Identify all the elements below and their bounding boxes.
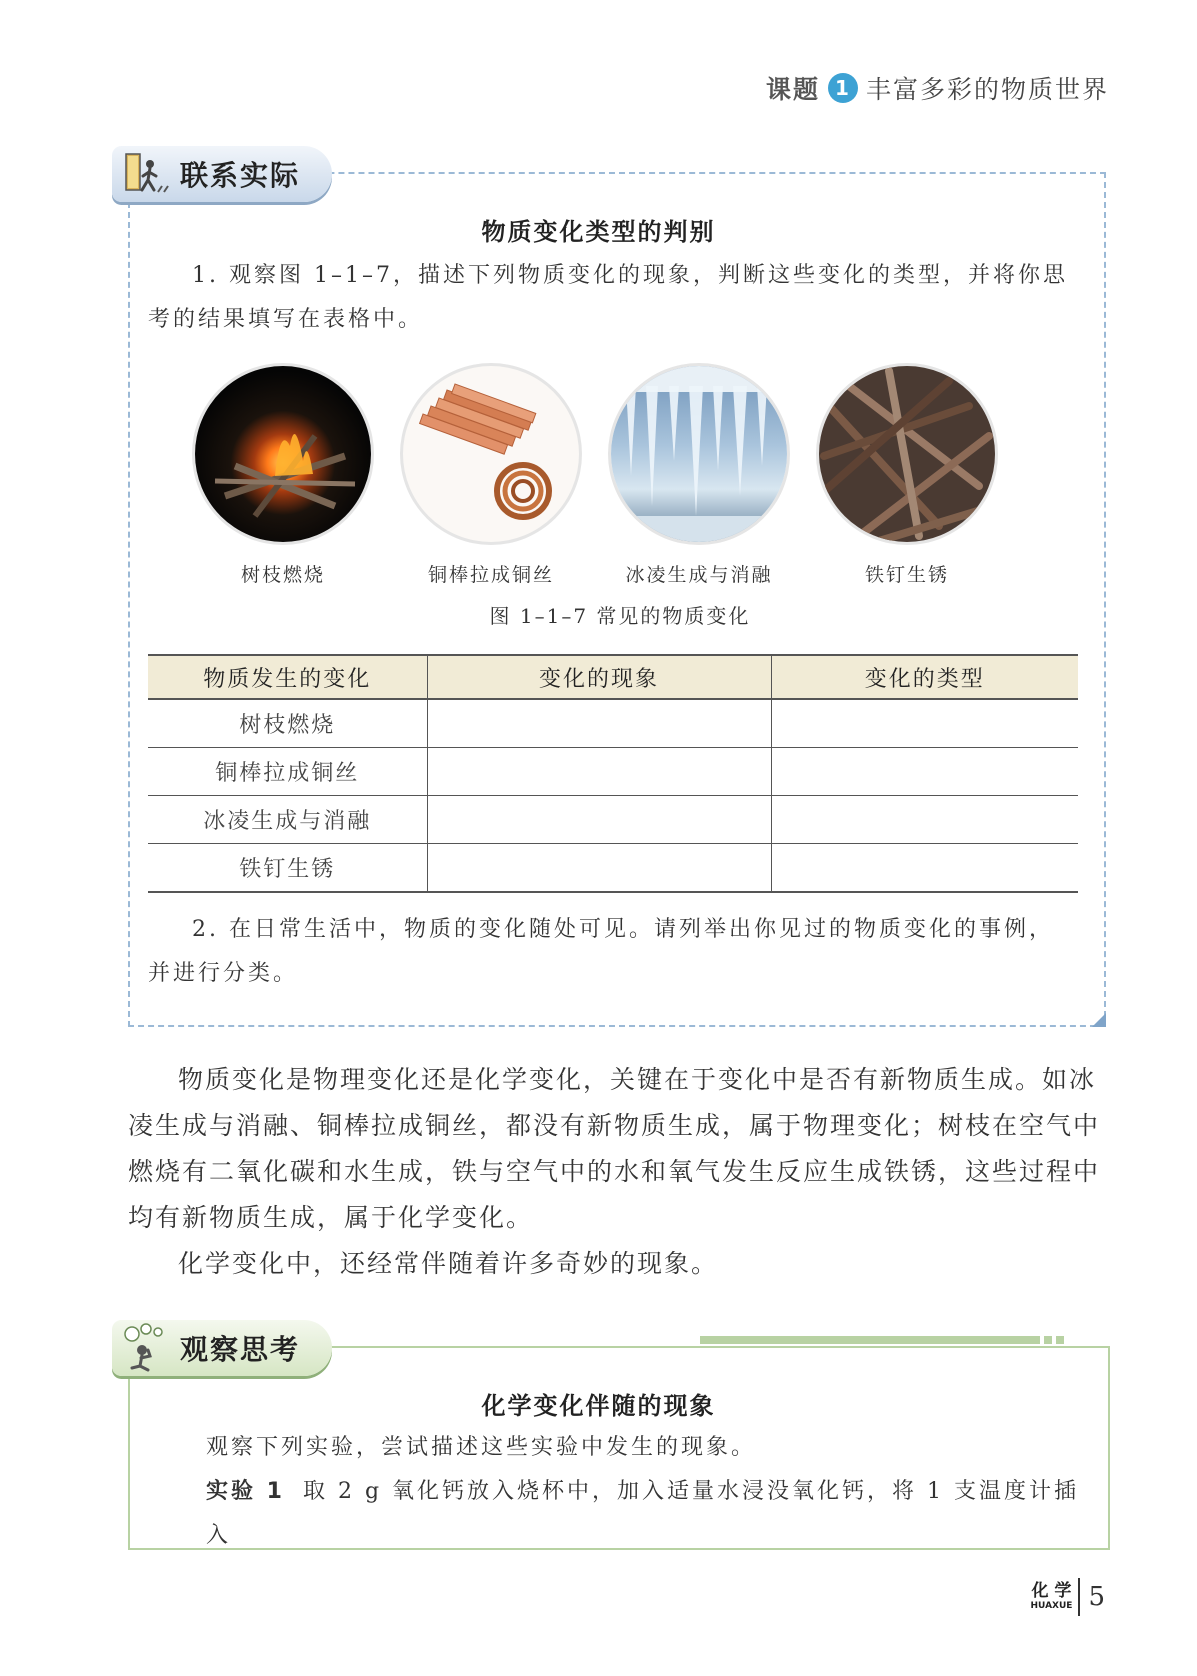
table-row bbox=[148, 748, 1078, 796]
practice-tag bbox=[112, 146, 332, 202]
practice-title: 物质变化类型的判别 bbox=[481, 218, 716, 246]
table-cell-blank[interactable] bbox=[771, 844, 1078, 893]
icicles-image bbox=[611, 366, 787, 542]
burning-branches-image bbox=[195, 366, 371, 542]
lesson-number-badge: 1 bbox=[828, 73, 858, 103]
photo-label: 冰凌生成与消融 bbox=[625, 564, 773, 586]
photo-row bbox=[195, 366, 1045, 628]
experiment-1 bbox=[206, 1470, 1096, 1558]
observe-box-bar-dot bbox=[1056, 1336, 1064, 1344]
experiment-text: 取 2 g 氧化钙放入烧杯中，加入适量水浸没氧化钙，将 1 支温度计插入 bbox=[206, 1479, 1080, 1548]
table-cell: 铁钉生锈 bbox=[148, 844, 427, 893]
photo-label: 铁钉生锈 bbox=[864, 564, 949, 586]
table-header-row bbox=[148, 655, 1078, 699]
table-cell: 树枝燃烧 bbox=[148, 699, 427, 748]
photo-rusty-nails bbox=[819, 366, 995, 542]
box-corner-decoration bbox=[1092, 1013, 1106, 1027]
door-walking-icon bbox=[118, 146, 174, 202]
photo-icicles bbox=[611, 366, 787, 542]
table-cell-blank[interactable] bbox=[771, 748, 1078, 796]
photo-copper-rods bbox=[403, 366, 579, 542]
page-number: 5 bbox=[1088, 1582, 1105, 1612]
photo-label: 树枝燃烧 bbox=[240, 564, 325, 586]
table-cell-blank[interactable] bbox=[427, 748, 771, 796]
table-cell: 铜棒拉成铜丝 bbox=[148, 748, 427, 796]
page-footer bbox=[1031, 1578, 1105, 1616]
experiment-label: 实验 1 bbox=[206, 1479, 285, 1504]
footer-separator bbox=[1078, 1578, 1080, 1616]
chapter-header bbox=[766, 70, 1109, 106]
figure-caption: 图 1–1–7 常见的物质变化 bbox=[489, 604, 751, 628]
table-cell-blank[interactable] bbox=[427, 796, 771, 844]
observe-box-bar bbox=[700, 1336, 1040, 1344]
photo-burning-branches bbox=[195, 366, 371, 542]
thinking-person-icon bbox=[118, 1320, 174, 1376]
practice-para-1: 1. 观察图 1–1–7，描述下列物质变化的现象，判断这些变化的类型，并将你思考的结果填写在表格中。 bbox=[148, 263, 1068, 332]
observe-box-top-line bbox=[330, 1346, 1110, 1348]
copper-rods-image bbox=[403, 366, 579, 542]
body-paragraph: 物质变化是物理变化还是化学变化，关键在于变化中是否有新物质生成。如冰凌生成与消融、铜棒拉成铜丝，都没有新物质生成，属于物理变化；树枝在空气中燃烧有二氧化碳和水生成，铁与空气中的水和氧气发生反应生成铁锈，这些过程中均有新物质生成，属于化学变化。 bbox=[128, 1065, 1101, 1232]
body-text bbox=[128, 1057, 1106, 1287]
table-cell-blank[interactable] bbox=[427, 699, 771, 748]
table-cell: 冰凌生成与消融 bbox=[148, 796, 427, 844]
photo-label: 铜棒拉成铜丝 bbox=[427, 564, 554, 586]
observe-intro: 观察下列实验，尝试描述这些实验中发生的现象。 bbox=[206, 1435, 757, 1460]
subject-cn: 化 学 bbox=[1031, 1581, 1072, 1601]
practice-tag-label: 联系实际 bbox=[180, 159, 301, 192]
table-header-cell: 变化的类型 bbox=[771, 655, 1078, 699]
table-header-cell: 变化的现象 bbox=[427, 655, 771, 699]
table-row bbox=[148, 796, 1078, 844]
table-header-cell: 物质发生的变化 bbox=[148, 655, 427, 699]
table-cell-blank[interactable] bbox=[771, 699, 1078, 748]
rusty-nails-image bbox=[819, 366, 995, 542]
practice-para-2: 2. 在日常生活中，物质的变化随处可见。请列举出你见过的物质变化的事例，并进行分类。 bbox=[148, 917, 1054, 986]
body-paragraph: 化学变化中，还经常伴随着许多奇妙的现象。 bbox=[178, 1249, 719, 1278]
header-title: 丰富多彩的物质世界 bbox=[865, 75, 1109, 104]
observe-box-bar-dot bbox=[1044, 1336, 1052, 1344]
table-row bbox=[148, 844, 1078, 893]
observe-tag bbox=[112, 1320, 332, 1376]
subject-en: HUAXUE bbox=[1030, 1601, 1073, 1611]
table-cell-blank[interactable] bbox=[771, 796, 1078, 844]
subject-mark bbox=[1031, 1583, 1073, 1611]
change-type-table bbox=[148, 654, 1078, 893]
table-cell-blank[interactable] bbox=[427, 844, 771, 893]
observe-title: 化学变化伴随的现象 bbox=[481, 1392, 716, 1420]
header-prefix: 课题 bbox=[765, 75, 820, 104]
table-row bbox=[148, 699, 1078, 748]
observe-tag-label: 观察思考 bbox=[180, 1333, 301, 1366]
